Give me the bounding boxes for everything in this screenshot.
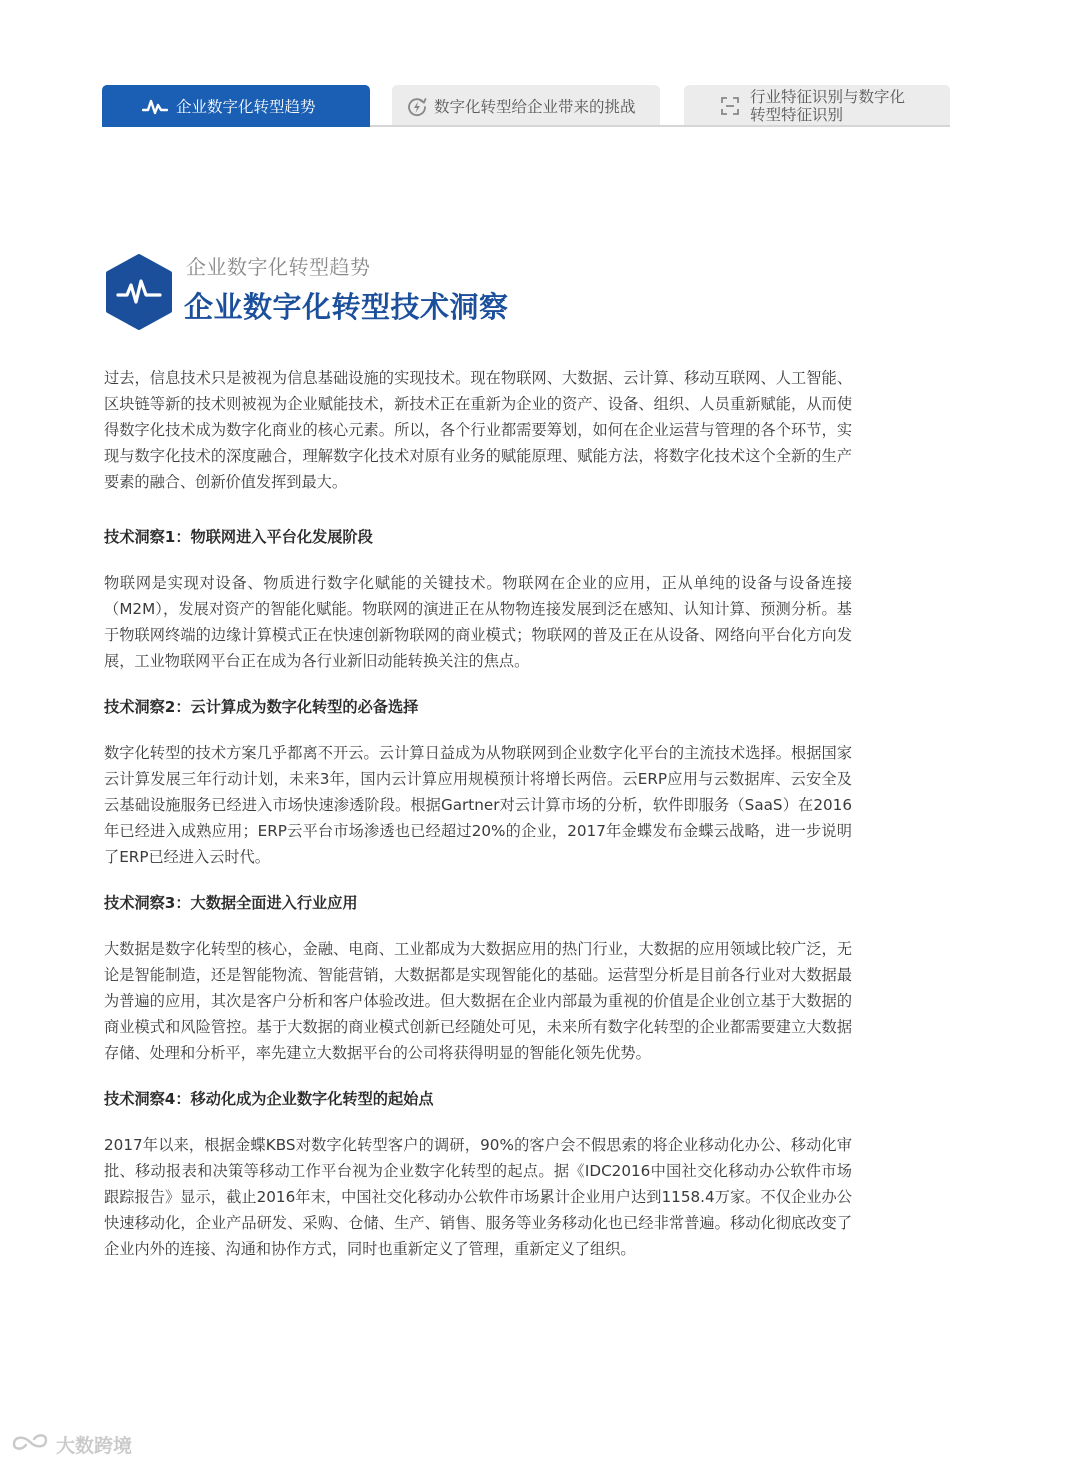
section-heading: 技术洞察4：移动化成为企业数字化转型的起始点 (104, 1090, 434, 1108)
top-tab-bar (102, 85, 950, 127)
section-paragraph: 物联网是实现对设备、物质进行数字化赋能的关键技术。物联网在企业的应用，正从单纯的设备与设备连接（M2M），发展对资产的智能化赋能。物联网的演进正在从物物连接发展到泛在感知、认知计算、预测分析。基于物联网终端的边缘计算模式正在快速创新物联网的商业模式；物联网的普及正在从设备、网络向平台化方向发展，工业物联网平台正在成为各行业新旧动能转换关注的焦点。 (104, 574, 852, 670)
page-title: 企业数字化转型技术洞察 (184, 290, 509, 324)
article-body (104, 365, 852, 1262)
pulse-hexagon-icon (104, 254, 174, 330)
section-kicker: 企业数字化转型趋势 (186, 255, 371, 279)
pulse-icon (142, 96, 168, 120)
tab-transformation-challenges[interactable] (392, 85, 660, 127)
scan-frame-icon (720, 96, 740, 120)
tab-label: 数字化转型给企业带来的挑战 (434, 98, 636, 116)
section-paragraph: 大数据是数字化转型的核心，金融、电商、工业都成为大数据应用的热门行业，大数据的应用领域比较广泛，无论是智能制造，还是智能物流、智能营销，大数据都是实现智能化的基础。运营型分析是目前各行业对大数据最为普遍的应用，其次是客户分析和客户体验改进。但大数据在企业内部最为重视的价值是企业创立基于大数据的商业模式和风险管控。基于大数据的商业模式创新已经随处可见，未来所有数字化转型的企业都需要建立大数据存储、处理和分析平，率先建立大数据平台的公司将获得明显的智能化领先优势。 (104, 940, 852, 1062)
tab-industry-feature-recognition[interactable] (684, 85, 950, 127)
section-paragraph: 2017年以来，根据金蝶KBS对数字化转型客户的调研，90%的客户会不假思索的将企业移动化办公、移动化审批、移动报表和决策等移动工作平台视为企业数字化转型的起点。据《IDC2016中国社交化移动办公软件市场跟踪报告》显示，截止2016年末，中国社交化移动办公软件市场累计企业用户达到1158.4万家。不仅企业办公快速移动化，企业产品研发、采购、仓储、生产、销售、服务等业务移动化也已经非常普遍。移动化彻底改变了企业内外的连接、沟通和协作方式，同时也重新定义了管理，重新定义了组织。 (104, 1136, 852, 1258)
refresh-bolt-icon (406, 96, 428, 122)
tab-underline (102, 125, 950, 127)
section-heading: 技术洞察2：云计算成为数字化转型的必备选择 (104, 698, 419, 716)
tab-label: 行业特征识别与数字化 转型特征识别 (750, 88, 906, 124)
watermark (10, 1430, 132, 1459)
section-heading: 技术洞察1：物联网进入平台化发展阶段 (104, 528, 373, 546)
watermark-text: 大数跨境 (56, 1435, 133, 1457)
section-paragraph: 数字化转型的技术方案几乎都离不开云。云计算日益成为从物联网到企业数字化平台的主流技术选择。根据国家云计算发展三年行动计划，未来3年，国内云计算应用规模预计将增长两倍。云ERP应用与云数据库、云安全及云基础设施服务已经进入市场快速渗透阶段。根据Gartner对云计算市场的分析，软件即服务（SaaS）在2016年已经进入成熟应用；ERP云平台市场渗透也已经超过20%的企业，2017年金蝶发布金蝶云战略，进一步说明了ERP已经进入云时代。 (104, 744, 852, 866)
section-heading: 技术洞察3：大数据全面进入行业应用 (104, 894, 358, 912)
infinity-logo-icon (10, 1430, 50, 1459)
tab-label: 企业数字化转型趋势 (176, 98, 316, 116)
tab-digital-transformation-trend[interactable] (102, 85, 370, 127)
intro-paragraph: 过去，信息技术只是被视为信息基础设施的实现技术。现在物联网、大数据、云计算、移动互联网、人工智能、区块链等新的技术则被视为企业赋能技术，新技术正在重新为企业的资产、设备、组织、人员重新赋能，从而使得数字化技术成为数字化商业的核心元素。所以，各个行业都需要筹划，如何在企业运营与管理的各个环节，实现与数字化技术的深度融合，理解数字化技术对原有业务的赋能原理、赋能方法，将数字化技术这个全新的生产要素的融合、创新价值发挥到最大。 (104, 369, 852, 491)
